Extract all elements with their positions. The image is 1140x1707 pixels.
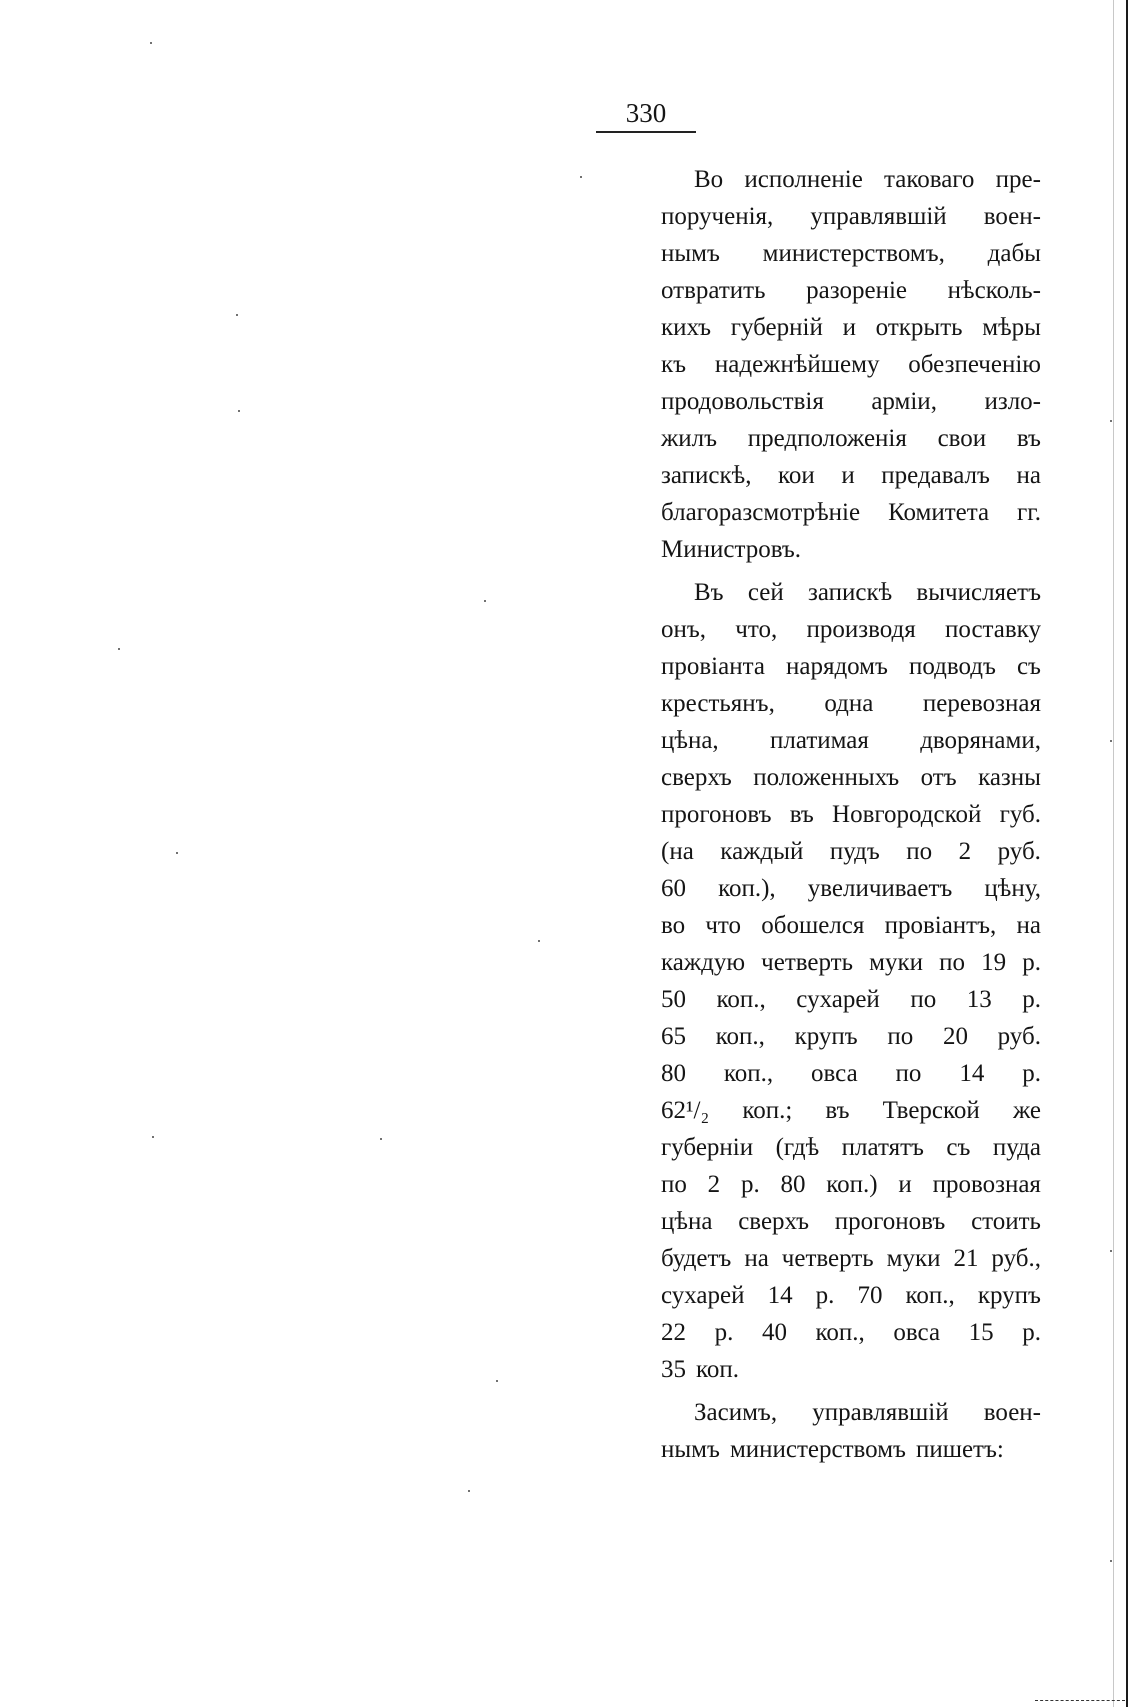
word: прогоновъ (661, 801, 772, 828)
text-line (661, 494, 1041, 531)
text-line (661, 722, 1041, 759)
word: 65 (661, 1023, 686, 1050)
word: въ (789, 801, 814, 828)
text-line (661, 161, 1041, 198)
word: 22 (661, 1319, 686, 1346)
word: арміи, (871, 388, 937, 415)
word: производя (806, 616, 916, 643)
word: Засимъ, (694, 1399, 778, 1426)
word: порученія, (661, 203, 774, 230)
scan-speckle (118, 648, 120, 650)
text-line (661, 420, 1041, 457)
text-line (661, 833, 1041, 870)
word: р. (740, 1171, 760, 1198)
word: изло- (984, 388, 1041, 415)
word: коп., (716, 986, 766, 1013)
word: увеличиваетъ (807, 875, 953, 902)
text-line (661, 457, 1041, 494)
word: 80 (780, 1171, 806, 1198)
word: 40 (761, 1319, 787, 1346)
word: съ (946, 1134, 971, 1161)
page-number: 330 (625, 98, 667, 128)
word: и (898, 1171, 912, 1198)
text-line (661, 981, 1041, 1018)
word: подводъ (908, 653, 996, 680)
word: Новгородской (832, 801, 982, 828)
word: крупъ (794, 1023, 858, 1050)
word: крестьянъ, (661, 690, 775, 717)
text-line (661, 1018, 1041, 1055)
word: стоить (971, 1208, 1041, 1235)
word: управлявшій (812, 1399, 949, 1426)
word: 80 (661, 1060, 686, 1087)
text-line (661, 907, 1041, 944)
word: 13 (966, 986, 992, 1013)
word: къ (661, 351, 687, 378)
word: (на (661, 838, 694, 865)
word: коп., (715, 1023, 765, 1050)
word: муки (869, 949, 923, 976)
text-line (661, 1394, 1041, 1431)
word: предавалъ (881, 462, 990, 489)
word: сухарей (796, 986, 880, 1013)
scan-bottom-mark (1035, 1700, 1125, 1702)
word: четверть (761, 949, 854, 976)
paragraph (661, 1394, 1041, 1468)
word: по (895, 1060, 922, 1087)
scan-speckle (152, 1136, 154, 1138)
word: прогоновъ (834, 1208, 946, 1235)
word: провіанта (661, 653, 765, 680)
scan-speckle (484, 600, 486, 602)
word: отъ (920, 764, 957, 791)
word: пудъ (829, 838, 880, 865)
word: руб. (997, 838, 1041, 865)
word: каждый (720, 838, 804, 865)
word: вычисляетъ (916, 579, 1041, 606)
word: р. (815, 1282, 835, 1309)
text-line (661, 198, 1041, 235)
word: управлявшій (810, 203, 947, 230)
scan-speckle (176, 852, 178, 854)
word: на (1016, 912, 1041, 939)
word: 19 (981, 949, 1007, 976)
word: овса (893, 1319, 941, 1346)
text-line (661, 531, 1041, 568)
word: (гдѣ (775, 1134, 820, 1161)
word: коп.; (742, 1097, 793, 1124)
word: р. (714, 1319, 734, 1346)
word: нымъ (661, 240, 720, 267)
word: кихъ (661, 314, 711, 341)
text-line (661, 235, 1041, 272)
text-line (661, 759, 1041, 796)
word: исполненіе (744, 166, 863, 193)
scan-speckle (236, 314, 238, 316)
text-line (661, 346, 1041, 383)
word: предположенія (747, 425, 907, 452)
word: р. (1022, 986, 1041, 1013)
word: и (842, 314, 856, 341)
word: пре- (995, 166, 1041, 193)
word: по (906, 838, 933, 865)
word: кои (778, 462, 815, 489)
word: 35 (661, 1356, 686, 1383)
text-line (661, 1129, 1041, 1166)
text-line (661, 1240, 1041, 1277)
word: губерніи (661, 1134, 754, 1161)
word: съ (1016, 653, 1041, 680)
word: во (661, 912, 686, 939)
word: р. (1022, 1319, 1041, 1346)
word: провозная (932, 1171, 1041, 1198)
text-line (661, 383, 1041, 420)
word: одна (824, 690, 874, 717)
scan-speckle (468, 1490, 470, 1492)
scan-speckle (150, 42, 152, 44)
word: сей (747, 579, 784, 606)
word: дворянами, (920, 727, 1041, 754)
word: нѣсколь- (947, 277, 1041, 304)
word: Въ (694, 579, 724, 606)
word: будетъ (661, 1245, 732, 1272)
word: воен- (983, 203, 1041, 230)
word: руб., (991, 1245, 1041, 1272)
word: разореніе (806, 277, 907, 304)
word: крупъ (977, 1282, 1041, 1309)
word: свои (937, 425, 987, 452)
scan-page-edge (1126, 0, 1128, 1707)
word: казны (978, 764, 1041, 791)
text-line (661, 1314, 1041, 1351)
text-line (661, 648, 1041, 685)
text-line (661, 309, 1041, 346)
word: Министровъ. (661, 536, 802, 563)
word: по (661, 1171, 687, 1198)
word: благоразсмотрѣніе (661, 499, 861, 526)
word: цѣну, (984, 875, 1041, 902)
scan-speckle (1110, 420, 1112, 422)
word: нымъ (661, 1436, 720, 1463)
scan-speckle (238, 410, 240, 412)
word: по (910, 986, 937, 1013)
word: въ (1016, 425, 1041, 452)
word: по (939, 949, 965, 976)
word: перевозная (922, 690, 1041, 717)
word: дабы (987, 240, 1041, 267)
word: нарядомъ (785, 653, 888, 680)
word: 2 (707, 1171, 721, 1198)
word: 2 (958, 838, 972, 865)
word: коп. (696, 1356, 740, 1383)
text-line (661, 272, 1041, 309)
word: цѣна, (661, 727, 719, 754)
word: обезпеченію (908, 351, 1041, 378)
scan-speckle (1110, 1250, 1112, 1252)
word: 21 (953, 1245, 979, 1272)
word: р. (1022, 1060, 1041, 1087)
text-line (661, 1351, 1041, 1388)
text-line (661, 870, 1041, 907)
word: пишетъ: (915, 1436, 1004, 1463)
word: губ. (999, 801, 1041, 828)
word: руб. (997, 1023, 1041, 1050)
scan-speckle (580, 176, 582, 178)
word: 14 (767, 1282, 793, 1309)
word: 70 (857, 1282, 883, 1309)
word: министерствомъ (729, 1436, 906, 1463)
word: платимая (770, 727, 869, 754)
text-line (661, 1092, 1041, 1129)
word: четверть (781, 1245, 874, 1272)
word: въ (825, 1097, 850, 1124)
word: запискѣ (807, 579, 893, 606)
text-line (661, 944, 1041, 981)
word: 14 (959, 1060, 985, 1087)
word: воен- (983, 1399, 1041, 1426)
paragraph (661, 161, 1041, 568)
word: сверхъ (738, 1208, 810, 1235)
scan-speckle (1110, 1560, 1112, 1562)
text-line (661, 1055, 1041, 1092)
word: обошелся (761, 912, 865, 939)
word: цѣна (661, 1208, 713, 1235)
word: жилъ (661, 425, 718, 452)
word: отвратить (661, 277, 766, 304)
word: муки (886, 1245, 941, 1272)
page-number-rule (596, 131, 696, 133)
body-text (661, 161, 1041, 1474)
word: 20 (942, 1023, 968, 1050)
word: пуда (992, 1134, 1041, 1161)
word: надежнѣйшему (714, 351, 880, 378)
text-line (661, 796, 1041, 833)
word: коп., (905, 1282, 955, 1309)
word: 50 (661, 986, 686, 1013)
word: поставку (944, 616, 1041, 643)
scan-speckle (1110, 740, 1112, 742)
word: что, (735, 616, 778, 643)
word: Комитета (888, 499, 990, 526)
scan-speckle (538, 940, 540, 942)
word: что (705, 912, 742, 939)
scan-speckle (496, 1380, 498, 1382)
paragraph (661, 574, 1041, 1388)
word: овса (811, 1060, 858, 1087)
text-line (661, 1277, 1041, 1314)
word: каждую (661, 949, 746, 976)
word: открыть (875, 314, 963, 341)
word: на (1016, 462, 1041, 489)
word: Во (694, 166, 724, 193)
text-line (661, 611, 1041, 648)
word: платятъ (841, 1134, 924, 1161)
scan-edge-shadow (1113, 0, 1114, 1707)
word: таковаго (884, 166, 975, 193)
text-line (661, 1166, 1041, 1203)
word: р. (1022, 949, 1041, 976)
word: 62¹/₂ (661, 1097, 710, 1124)
word: Тверской (882, 1097, 980, 1124)
word: и (841, 462, 855, 489)
text-line (661, 1431, 1041, 1468)
word: провіантъ, (884, 912, 997, 939)
word: коп.), (718, 875, 776, 902)
word: сверхъ (661, 764, 732, 791)
word: министерствомъ, (762, 240, 945, 267)
word: положенныхъ (753, 764, 900, 791)
word: коп., (723, 1060, 774, 1087)
word: онъ, (661, 616, 707, 643)
word: коп., (815, 1319, 865, 1346)
text-line (661, 685, 1041, 722)
word: гг. (1017, 499, 1041, 526)
word: же (1012, 1097, 1041, 1124)
word: коп.) (826, 1171, 878, 1198)
word: запискѣ, (661, 462, 752, 489)
word: по (887, 1023, 914, 1050)
text-line (661, 1203, 1041, 1240)
word: 60 (661, 875, 686, 902)
text-line (661, 574, 1041, 611)
word: сухарей (661, 1282, 745, 1309)
word: продовольствія (661, 388, 824, 415)
word: 15 (968, 1319, 994, 1346)
word: губерній (730, 314, 823, 341)
scan-speckle (380, 1138, 382, 1140)
word: на (744, 1245, 769, 1272)
word: мѣры (982, 314, 1041, 341)
